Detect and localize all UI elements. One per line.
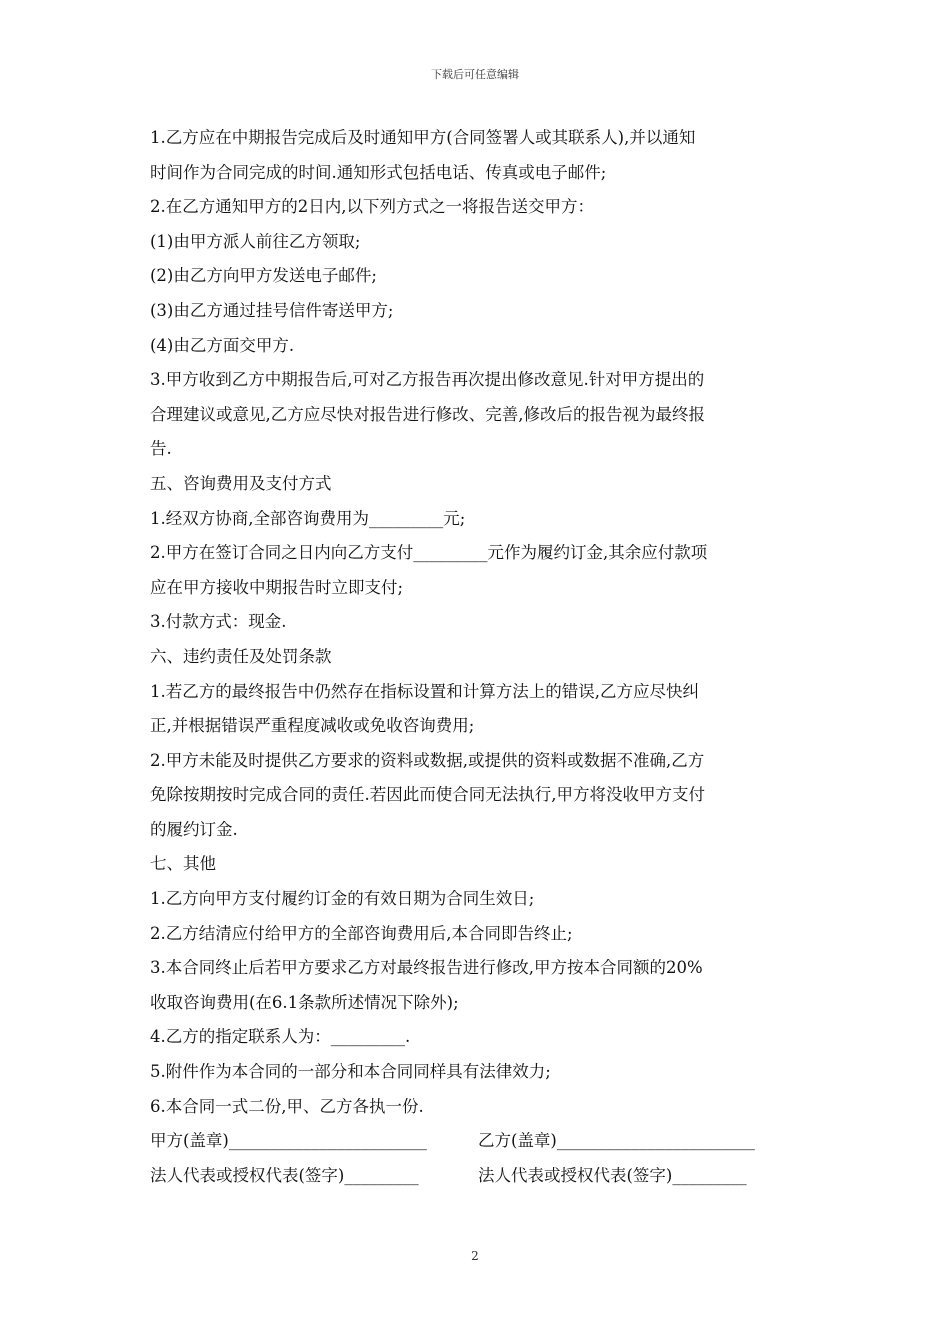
text-line: 合理建议或意见,乙方应尽快对报告进行修改、完善,修改后的报告视为最终报 bbox=[150, 404, 705, 424]
text-line: 2.在乙方通知甲方的2日内,以下列方式之一将报告送交甲方： bbox=[150, 197, 594, 217]
text-line: 收取咨询费用(在6.1条款所述情况下除外); bbox=[150, 992, 459, 1012]
text-line: (4)由乙方面交甲方. bbox=[150, 335, 295, 355]
text-line: 1.若乙方的最终报告中仍然存在指标设置和计算方法上的错误,乙方应尽快纠 bbox=[150, 681, 699, 701]
signature-row-representative bbox=[144, 1159, 806, 1194]
text-line: 6.本合同一式二份,甲、乙方各执一份. bbox=[150, 1096, 424, 1116]
text-line: 免除按期按时完成合同的责任.若因此而使合同无法执行,甲方将没收甲方支付 bbox=[150, 785, 705, 805]
text-line: 应在甲方接收中期报告时立即支付; bbox=[150, 577, 404, 597]
document-body bbox=[144, 121, 806, 1193]
text-line: 4.乙方的指定联系人为：_________. bbox=[150, 1027, 411, 1047]
text-line: 1.经双方协商,全部咨询费用为_________元; bbox=[150, 508, 466, 528]
text-line: 告. bbox=[150, 439, 172, 459]
text-line: 3.付款方式：现金. bbox=[150, 612, 287, 632]
text-line: 5.附件作为本合同的一部分和本合同同样具有法律效力; bbox=[150, 1062, 551, 1082]
party-a-seal-line: 甲方(盖章)________________________ bbox=[150, 1131, 427, 1151]
section-heading: 五、咨询费用及支付方式 bbox=[150, 473, 332, 493]
text-line: (1)由甲方派人前往乙方领取; bbox=[150, 231, 361, 251]
text-line: 1.乙方向甲方支付履约订金的有效日期为合同生效日; bbox=[150, 889, 535, 909]
party-a-representative-line: 法人代表或授权代表(签字)_________ bbox=[150, 1165, 419, 1185]
text-line: 2.甲方未能及时提供乙方要求的资料或数据,或提供的资料或数据不准确,乙方 bbox=[150, 750, 705, 770]
section-heading: 六、违约责任及处罚条款 bbox=[150, 646, 332, 666]
party-b-representative-line: 法人代表或授权代表(签字)_________ bbox=[478, 1165, 747, 1185]
text-line: 的履约订金. bbox=[150, 819, 238, 839]
signature-row-seal bbox=[144, 1124, 806, 1159]
text-line: 1.乙方应在中期报告完成后及时通知甲方(合同签署人或其联系人),并以通知 bbox=[150, 128, 696, 147]
page-number: 2 bbox=[471, 1249, 479, 1263]
page-header: 下载后可任意编辑 bbox=[431, 68, 519, 81]
text-line: 正,并根据错误严重程度减收或免收咨询费用; bbox=[150, 716, 475, 736]
text-line: 2.乙方结清应付给甲方的全部咨询费用后,本合同即告终止; bbox=[150, 923, 573, 943]
text-line: 3.本合同终止后若甲方要求乙方对最终报告进行修改,甲方按本合同额的20% bbox=[150, 958, 703, 978]
text-line: (3)由乙方通过挂号信件寄送甲方; bbox=[150, 300, 394, 320]
party-b-seal-line: 乙方(盖章)________________________ bbox=[478, 1131, 755, 1151]
text-line: 时间作为合同完成的时间.通知形式包括电话、传真或电子邮件; bbox=[150, 162, 607, 182]
text-line: (2)由乙方向甲方发送电子邮件; bbox=[150, 266, 377, 286]
section-heading: 七、其他 bbox=[150, 854, 216, 874]
text-line: 2.甲方在签订合同之日内向乙方支付_________元作为履约订金,其余应付款项 bbox=[150, 543, 708, 563]
text-line: 3.甲方收到乙方中期报告后,可对乙方报告再次提出修改意见.针对甲方提出的 bbox=[150, 370, 705, 390]
